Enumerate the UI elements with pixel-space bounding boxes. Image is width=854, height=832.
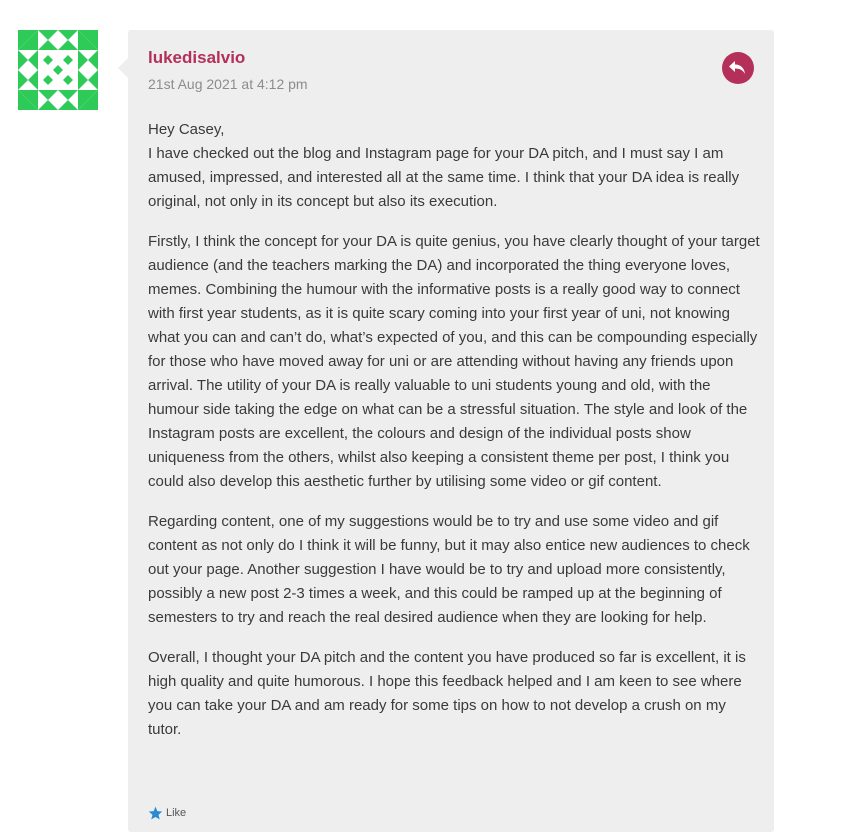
comment-paragraph: Hey Casey, I have checked out the blog and Instagram page for your DA pitch, and I must say I am amused, impressed, and interested all at the same time. I think that your DA idea is really original, not only in its concept but also its execution. [148,121,740,210]
comment-date[interactable]: 21st Aug 2021 at 4:12 pm [148,76,308,92]
comment-paragraph: Overall, I thought your DA pitch and the content you have produced so far is excellent, it is high quality and quite humorous. I hope this feedback helped and I am keen to see where you can take your DA and am ready for some tips on how to not develop a crush on my tutor. [148,649,746,738]
comment-text [148,118,760,758]
reply-arrow-icon [728,59,748,77]
reply-button[interactable] [722,52,754,84]
comment-paragraph: Firstly, I think the concept for your DA is quite genius, you have clearly thought of your target audience (and the teachers marking the DA) and incorporated the thing everyone loves, memes. Combining the humour with the informative posts is a really good way to connect with first year students, as it is quite scary coming into your first year of uni, not knowing what you can and can’t do, what’s expected of you, and this can be compounding especially for those who have moved away for uni or are attending without having any friends upon arrival. The utility of your DA is really valuable to uni students young and old, with the humour side taking the edge on what can be a stressful situation. The style and look of the Instagram posts are excellent, the colours and design of the individual posts show uniqueness from the others, whilst also keeping a consistent theme per post, I think you could also develop this aesthetic further by utilising some video or gif content. [148,233,760,490]
like-label: Like [166,807,187,819]
comment-author[interactable]: lukedisalvio [148,48,246,67]
star-icon [148,806,163,820]
identicon-icon [18,30,98,110]
like-button[interactable] [148,806,186,820]
comment-body [128,30,774,832]
comment-paragraph: Regarding content, one of my suggestions would be to try and use some video and gif content as not only do I think it will be funny, but it may also entice new audiences to check out your page. Another suggestion I have would be to try and upload more consistently, possibly a new post 2-3 times a week, and this could be ramped up at the beginning of semesters to try and reach the real desired audience when they are looking for help. [148,513,750,626]
avatar[interactable] [18,30,98,110]
